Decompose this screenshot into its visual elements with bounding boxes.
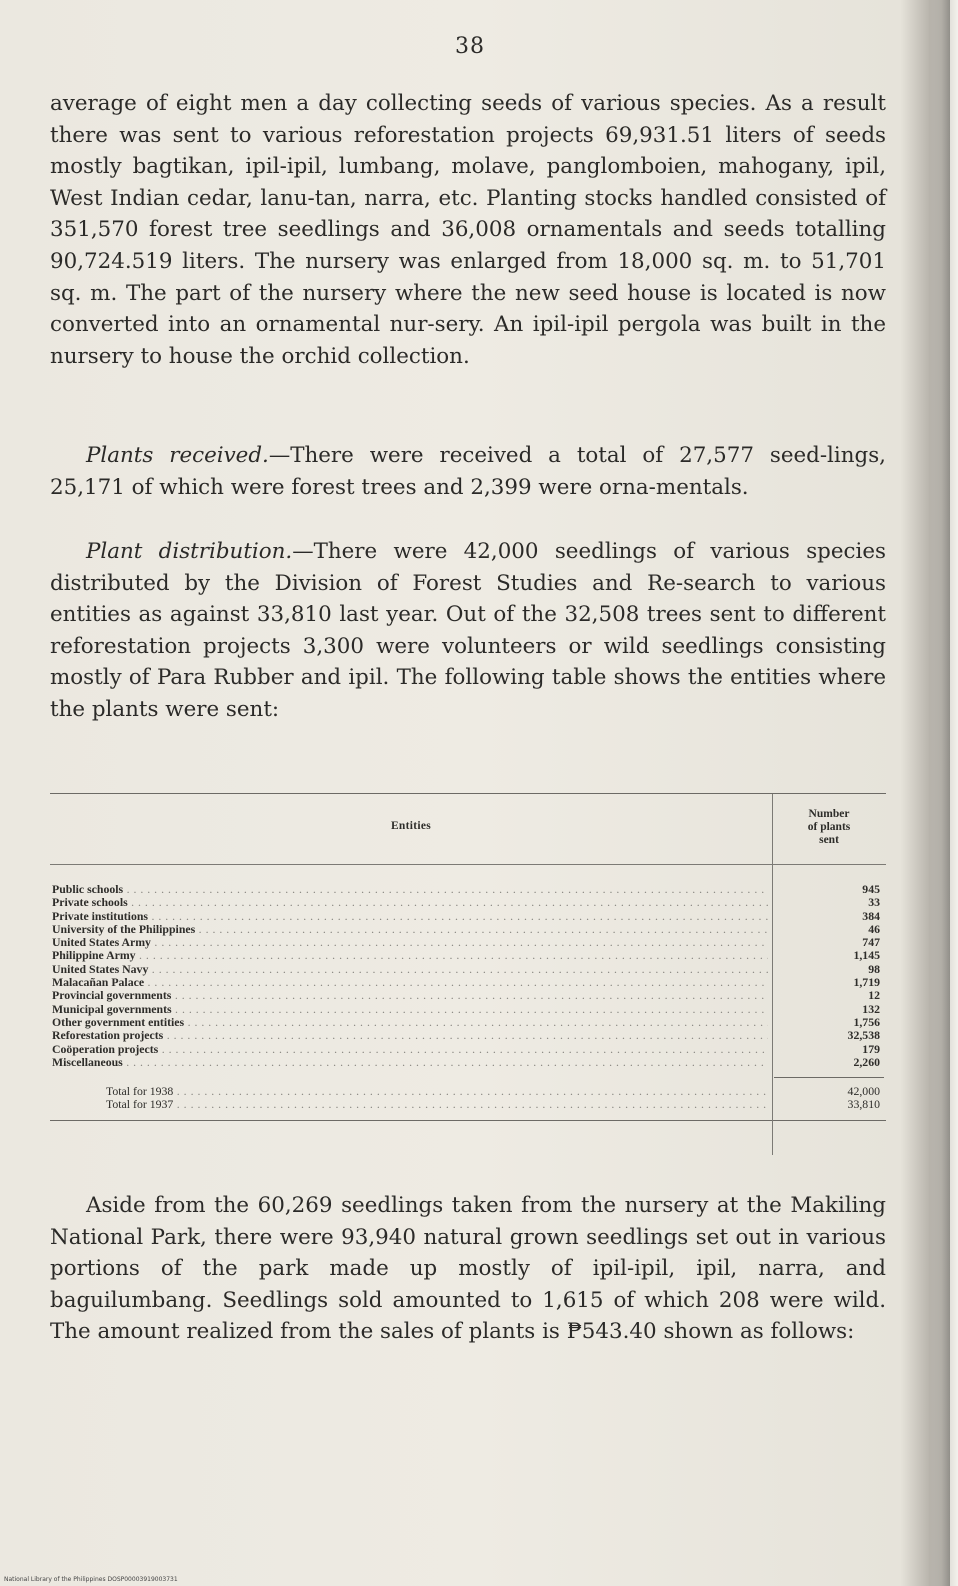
total-label: Total for 1937 . . . xyxy=(106,1098,768,1111)
table-row xyxy=(50,989,886,1002)
row-value: 1,719 xyxy=(853,975,880,990)
table-row xyxy=(50,883,886,896)
table-bottom-rule xyxy=(50,1120,886,1121)
page-number: 38 xyxy=(455,34,485,59)
row-value: 33 xyxy=(868,895,880,910)
row-entity: Philippine Army . . . xyxy=(52,949,768,962)
header-number-of-plants xyxy=(772,808,886,847)
row-entity: Municipal governments . . . xyxy=(52,1003,768,1016)
header-entities: Entities xyxy=(390,820,432,832)
header-number-line: Number xyxy=(808,808,850,820)
row-entity: United States Navy . . . xyxy=(52,963,768,976)
row-entity: Other government entities . . . xyxy=(52,1016,768,1029)
row-value: 1,145 xyxy=(853,948,880,963)
paragraph-makiling-park xyxy=(50,1190,886,1348)
row-entity: Private institutions . . . xyxy=(52,910,768,923)
row-value: 32,538 xyxy=(847,1028,880,1043)
row-entity: Malacañan Palace . . . xyxy=(52,976,768,989)
table-body-end xyxy=(50,1112,886,1120)
scan-credit: National Library of the Philippines DOSP00003919003731 xyxy=(4,1576,178,1583)
paragraph-text: —There were 42,000 seedlings of various species distributed by the Division of Forest Studies and Re-search to various entities as against 33,810 last year. Out of the 32,508 trees sent to different reforestation projects 3,300 were volunteers or wild seedlings consisting mostly of Para Rubber and ipil. The following table shows the entities where the plants were sent: xyxy=(50,539,886,722)
table-header xyxy=(50,794,886,864)
row-value: 2,260 xyxy=(853,1054,880,1069)
paragraph-body xyxy=(50,536,886,726)
table-total-row xyxy=(50,1098,886,1111)
row-entity: Miscellaneous . . . xyxy=(52,1056,768,1069)
distribution-table xyxy=(50,793,886,1121)
paragraph-plant-distribution xyxy=(50,536,886,726)
totals-rule xyxy=(774,1077,884,1078)
table-row xyxy=(50,976,886,989)
row-value: 98 xyxy=(868,961,880,976)
row-value: 945 xyxy=(862,882,880,896)
table-row xyxy=(50,1003,886,1016)
row-entity: Private schools . . . xyxy=(52,896,768,909)
table-total-row xyxy=(50,1085,886,1098)
table-body xyxy=(50,865,886,1120)
table-row xyxy=(50,896,886,909)
row-value: 384 xyxy=(862,908,880,923)
table-row xyxy=(50,963,886,976)
binding-edge-shadow xyxy=(928,0,950,1586)
row-entity: Public schools . . . xyxy=(52,883,768,896)
header-number-line: sent xyxy=(819,834,839,846)
row-entity: University of the Philippines . . . xyxy=(52,923,768,936)
paragraph-text: —There were received a total of 27,577 seed-lings, 25,171 of which were forest trees and 2,399 were orna-mentals. xyxy=(50,443,886,500)
row-value: 12 xyxy=(868,988,880,1003)
paragraph-plants-received xyxy=(50,440,886,503)
row-value: 179 xyxy=(862,1041,880,1056)
paragraph-lead: Plants received. xyxy=(86,443,269,468)
table-row xyxy=(50,1056,886,1069)
table-row xyxy=(50,923,886,936)
table-row xyxy=(50,1043,886,1056)
row-value: 747 xyxy=(862,935,880,950)
table-row xyxy=(50,1016,886,1029)
row-entity: Reforestation projects . . . xyxy=(52,1029,768,1042)
table-row xyxy=(50,910,886,923)
header-number-line: of plants xyxy=(807,821,851,833)
paragraph-seed-collection xyxy=(50,88,886,372)
table-row xyxy=(50,949,886,962)
table-row xyxy=(50,936,886,949)
table-row xyxy=(50,1029,886,1042)
row-entity: Coöperation projects . . . xyxy=(52,1043,768,1056)
row-value: 46 xyxy=(868,921,880,936)
totals-separator xyxy=(50,1069,886,1085)
paragraph-lead: Plant distribution. xyxy=(86,539,293,564)
total-value: 33,810 xyxy=(847,1097,880,1112)
total-value: 42,000 xyxy=(847,1084,880,1099)
paragraph-text: Aside from the 60,269 seedlings taken from the nursery at the Makiling National Park, there were 93,940 natural grown seedlings set out in various portions of the park made up mostly of ipil-ipil, ipil, narra, and baguilumbang. Seedlings sold amounted to 1,615 of which 208 were wild. The amount realized from the sales of plants is ₱543.40 shown as follows: xyxy=(50,1193,886,1345)
row-entity: United States Army . . . xyxy=(52,936,768,949)
paragraph-text: average of eight men a day collecting seeds of various species. As a result there was sent to various reforestation projects 69,931.51 liters of seeds mostly bagtikan, ipil-ipil, lumbang, molave, panglomboien, mahogany, ipil, West Indian cedar, lanu-tan, narra, etc. Planting stocks handled consisted of 351,570 forest tree seedlings and 36,008 ornamentals and seeds totalling 90,724.519 liters. The nursery was enlarged from 18,000 sq. m. to 51,701 sq. m. The part of the nursery where the new seed house is located is now converted into an ornamental nur-sery. An ipil-ipil pergola was built in the nursery to house the orchid collection. xyxy=(50,91,886,369)
total-label: Total for 1938 . . . xyxy=(106,1085,768,1098)
paragraph-body xyxy=(50,440,886,503)
row-entity: Provincial governments . . . xyxy=(52,989,768,1002)
row-value: 132 xyxy=(862,1001,880,1016)
row-value: 1,756 xyxy=(853,1014,880,1029)
